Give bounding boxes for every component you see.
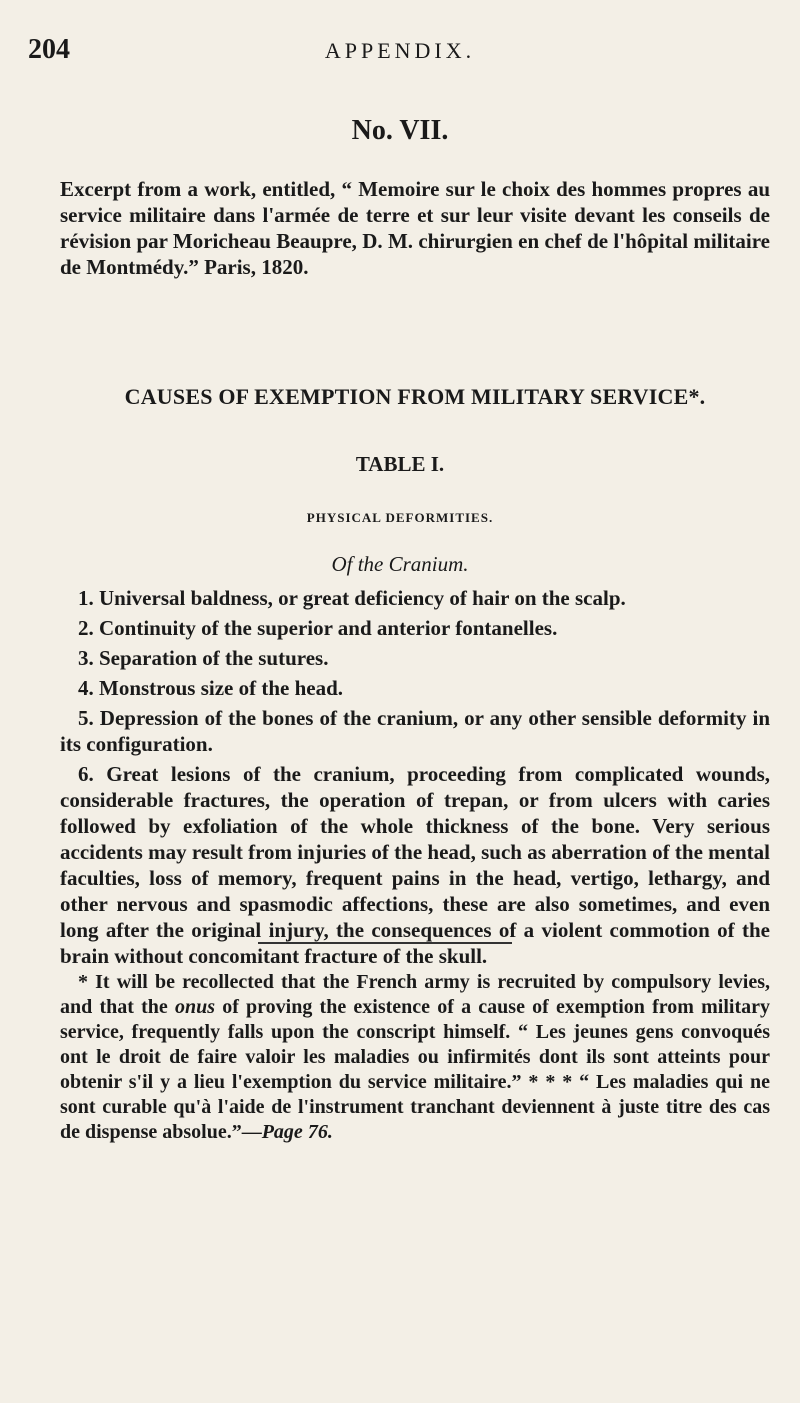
causes-title: CAUSES OF EXEMPTION FROM MILITARY SERVICE*. — [124, 384, 706, 409]
footnote-text-part2: of proving the existence of a cause of exemption from military service, frequently falls upon the conscript himself. “ Les jeunes gens convoqués ont le droit de faire valoir les maladies ou infirmités dont ils sont atteints pour obtenir s'il y a lieu l'exemption du service militaire.” * * * “ Les maladies qui ne sont curable qu'à l'aide de l'instrument tranchant deviennent à juste titre des cas de dispense absolue.”— — [60, 996, 770, 1143]
item-number: 6. — [78, 762, 94, 786]
subsection-heading: PHYSICAL DEFORMITIES. — [306, 510, 494, 525]
item-number: 3. — [78, 646, 94, 670]
list-item — [60, 675, 770, 701]
item-number: 2. — [78, 616, 94, 640]
item-number: 4. — [78, 676, 94, 700]
list-item — [60, 585, 770, 611]
item-text: Great lesions of the cranium, proceeding from complicated wounds, considerable fractures, the operation of trepan, or from ulcers with caries followed by exfoliation of the whole thickness of the bone. Very serious accidents may result from injuries of the head, such as aberration of the mental faculties, loss of memory, frequent pains in the head, vertigo, lethargy, and other nervous and spasmodic affections, these are also sometimes, and even long after the original injury, the consequences of a violent commotion of the brain without concomitant fracture of the skull. — [60, 762, 770, 968]
list-item — [60, 645, 770, 671]
item-text: Monstrous size of the head. — [99, 676, 344, 700]
intro-paragraph: Excerpt from a work, entitled, “ Memoire sur le choix des hommes propres au service militaire dans l'armée de terre et sur leur visite devant les conseils de révision par Moricheau Beaupre, D. M. chirurgien en chef de l'hôpital militaire de Montmédy.” Paris, 1820. — [60, 177, 770, 279]
deformity-list — [60, 585, 770, 973]
footnote-onus: onus — [174, 996, 215, 1018]
item-text: Separation of the sutures. — [99, 646, 329, 670]
table-title: TABLE I. — [355, 452, 445, 476]
page-number: 204 — [28, 34, 70, 65]
item-text: Continuity of the superior and anterior fontanelles. — [99, 616, 558, 640]
footnote — [60, 970, 770, 1145]
footnote-page-ref: Page 76. — [261, 1121, 333, 1143]
list-item — [60, 761, 770, 969]
item-text: Universal baldness, or great deficiency of hair on the scalp. — [99, 586, 626, 610]
item-text: Depression of the bones of the cranium, or any other sensible deformity in its configuration. — [60, 706, 771, 756]
footnote-divider — [258, 942, 512, 944]
footnote-text-part1: * It will be recollected that the French army is recruited by compulsory levies, and that the — [60, 971, 770, 1018]
section-number: No. VII. — [351, 115, 449, 146]
subsubsection-heading: Of the Cranium. — [331, 552, 469, 576]
list-item — [60, 705, 770, 757]
item-number: 1. — [78, 586, 94, 610]
item-number: 5. — [78, 706, 94, 730]
list-item — [60, 615, 770, 641]
running-head — [26, 34, 774, 68]
running-title: APPENDIX. — [324, 38, 476, 63]
